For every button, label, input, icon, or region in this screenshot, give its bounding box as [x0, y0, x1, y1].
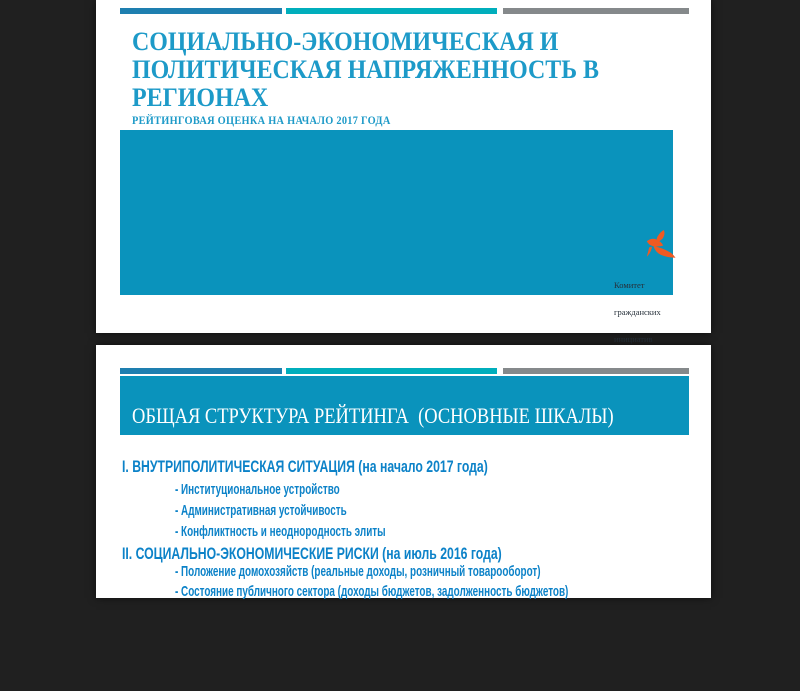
accent-bar-teal [286, 8, 497, 14]
slide-2-content [96, 345, 711, 691]
logo-text-line: гражданских [614, 307, 661, 317]
outline-item: - Положение домохозяйств (реальные доходы, розничный товарооборот) [175, 563, 541, 580]
outline-heading: II. СОЦИАЛЬНО-ЭКОНОМИЧЕСКИЕ РИСКИ (на июль 2016 года) [122, 544, 502, 563]
logo-text-line: инициатив [614, 334, 653, 344]
accent-bar-gray [503, 8, 689, 14]
outline-heading: I. ВНУТРИПОЛИТИЧЕСКАЯ СИТУАЦИЯ (на начало 2017 года) [122, 457, 488, 476]
slide-title [132, 28, 640, 112]
slide-1-content [96, 0, 711, 344]
outline-item: - Конфликтность и неоднородность элиты [175, 523, 386, 540]
accent-bars [120, 8, 689, 14]
accent-bar-blue [120, 8, 282, 14]
slide-title-line: ПОЛИТИЧЕСКАЯ НАПРЯЖЕННОСТЬ В [132, 55, 599, 84]
slide-subtitle: РЕЙТИНГОВАЯ ОЦЕНКА НА НАЧАЛО 2017 ГОДА [132, 115, 391, 127]
accent-bar-blue [120, 368, 282, 374]
section-header-band [120, 376, 689, 435]
outline-item: - Административная устойчивость [175, 502, 347, 519]
accent-bars [120, 368, 689, 374]
section-header-title: ОБЩАЯ СТРУКТУРА РЕЙТИНГА (ОСНОВНЫЕ ШКАЛЫ) [132, 403, 614, 428]
accent-bar-gray [503, 368, 689, 374]
hero-rectangle [120, 130, 673, 344]
outline-item: - Состояние публичного сектора (доходы бюджетов, задолженность бюджетов) [175, 583, 569, 600]
logo-text-line: Комитет [614, 280, 645, 290]
slide-page-2[interactable] [96, 345, 711, 598]
slide-page-1[interactable] [96, 0, 711, 344]
slide-title-line: РЕГИОНАХ [132, 83, 269, 112]
outline-item: - Институциональное устройство [175, 481, 340, 498]
accent-bar-teal [286, 368, 497, 374]
bird-icon [644, 228, 676, 262]
slide-title-line: СОЦИАЛЬНО-ЭКОНОМИЧЕСКАЯ И [132, 27, 559, 56]
